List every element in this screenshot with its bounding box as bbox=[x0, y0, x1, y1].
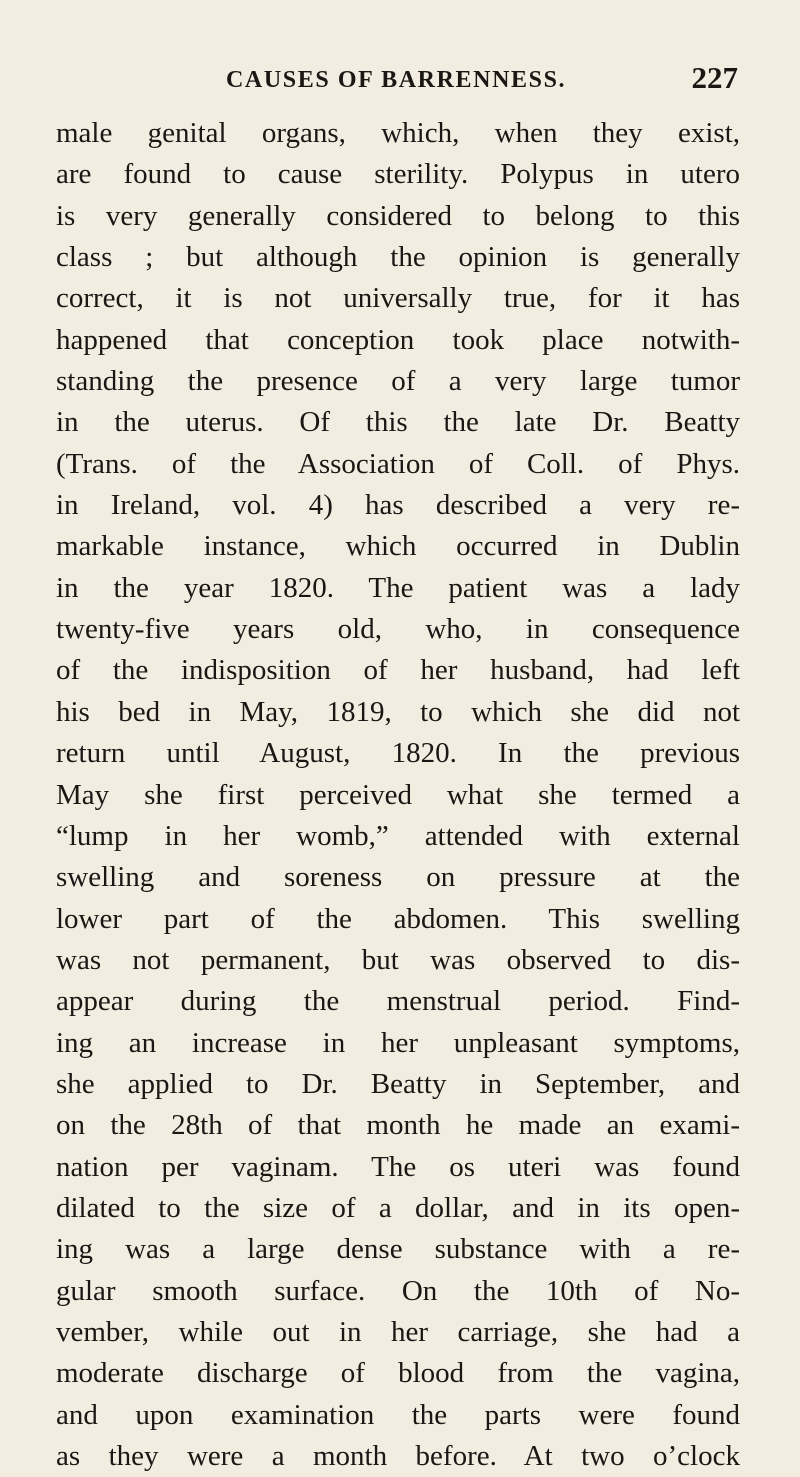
running-title: CAUSES OF BARRENNESS. bbox=[226, 67, 567, 93]
text-line: appear during the menstrual period. Find- bbox=[56, 985, 740, 1018]
text-line: male genital organs, which, when they exist, bbox=[56, 117, 740, 149]
text-line: dilated to the size of a dollar, and in its open- bbox=[56, 1191, 740, 1224]
running-head bbox=[226, 58, 738, 102]
text-line: ing an increase in her unpleasant symptoms, bbox=[56, 1026, 740, 1059]
text-line: class ; but although the opinion is generally bbox=[56, 241, 740, 274]
text-line: May she first perceived what she termed a bbox=[56, 778, 740, 811]
text-line: swelling and soreness on pressure at the bbox=[56, 861, 740, 894]
text-line: markable instance, which occurred in Dublin bbox=[56, 530, 740, 563]
text-line: in the uterus. Of this the late Dr. Beatty bbox=[56, 406, 740, 439]
text-line: twenty-five years old, who, in consequence bbox=[56, 613, 740, 646]
text-line: return until August, 1820. In the previous bbox=[56, 737, 740, 770]
text-line: and upon examination the parts were found bbox=[56, 1398, 740, 1431]
page-number: 227 bbox=[691, 60, 738, 95]
text-line: moderate discharge of blood from the vagina, bbox=[56, 1357, 740, 1390]
text-line: she applied to Dr. Beatty in September, and bbox=[56, 1067, 740, 1100]
text-line: was not permanent, but was observed to dis- bbox=[56, 943, 740, 976]
body-text bbox=[56, 113, 740, 1477]
text-line: in the year 1820. The patient was a lady bbox=[56, 571, 740, 604]
text-line: his bed in May, 1819, to which she did not bbox=[56, 695, 740, 728]
text-line: as they were a month before. At two o’clock bbox=[56, 1440, 740, 1472]
text-line: vember, while out in her carriage, she had a bbox=[56, 1315, 740, 1348]
text-line: gular smooth surface. On the 10th of No- bbox=[56, 1274, 740, 1307]
text-line: of the indisposition of her husband, had left bbox=[56, 654, 740, 687]
text-line: “lump in her womb,” attended with external bbox=[56, 819, 740, 852]
text-line: lower part of the abdomen. This swelling bbox=[56, 902, 740, 935]
text-line: nation per vaginam. The os uteri was found bbox=[56, 1150, 740, 1183]
text-line: happened that conception took place notwith- bbox=[56, 323, 740, 356]
text-line: on the 28th of that month he made an exami- bbox=[56, 1109, 740, 1142]
text-line: correct, it is not universally true, for it has bbox=[56, 282, 740, 315]
text-line: are found to cause sterility. Polypus in utero bbox=[56, 158, 740, 191]
text-line: standing the presence of a very large tumor bbox=[56, 365, 740, 398]
text-line: in Ireland, vol. 4) has described a very re- bbox=[56, 489, 740, 522]
text-line: (Trans. of the Association of Coll. of Phys. bbox=[56, 447, 740, 480]
text-line: is very generally considered to belong to this bbox=[56, 199, 740, 232]
text-line: ing was a large dense substance with a re- bbox=[56, 1233, 740, 1266]
